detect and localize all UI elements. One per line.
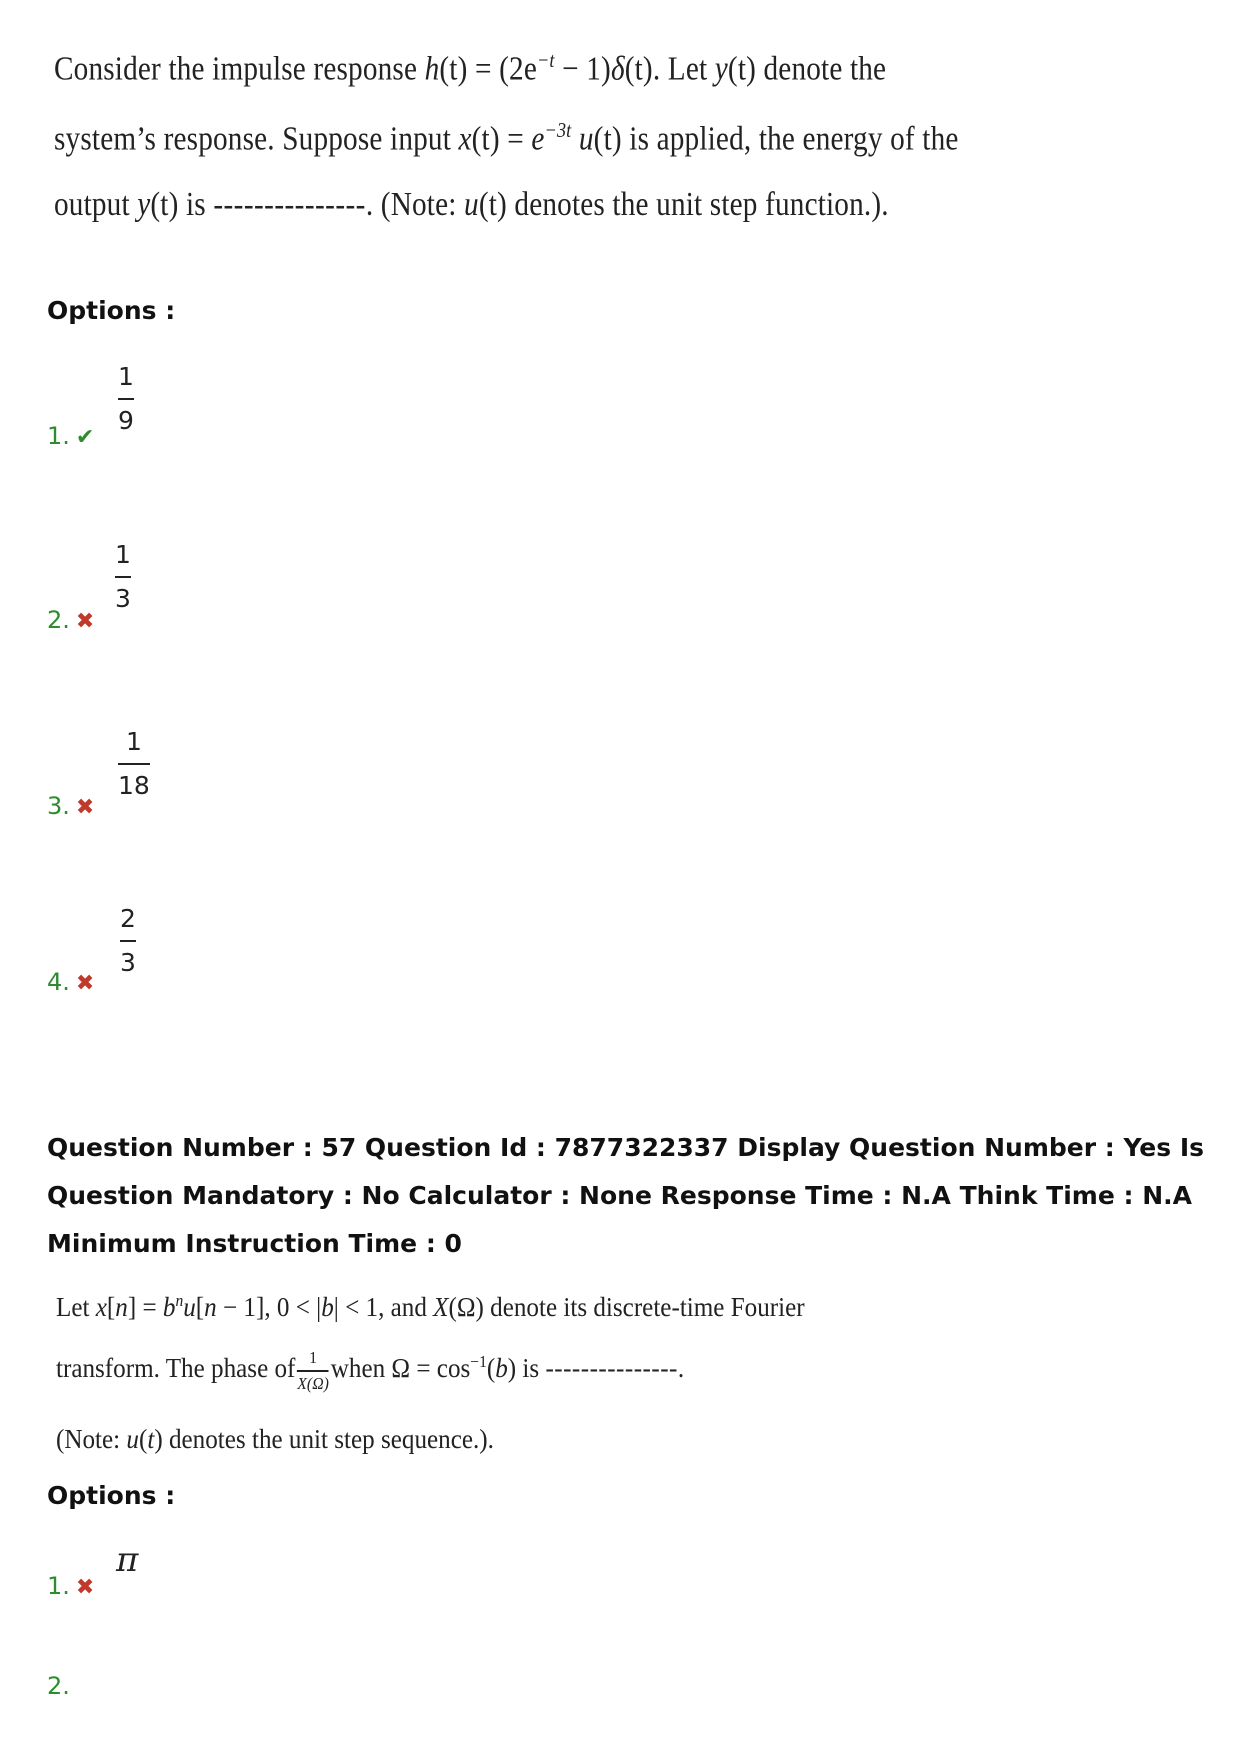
q56-line-2 (54, 118, 959, 158)
q57-line-1 (56, 1291, 805, 1323)
q56-text: e (531, 120, 545, 158)
fraction-bar (297, 1370, 329, 1372)
q57-text: . (677, 1352, 685, 1383)
fraction-bar (118, 398, 134, 400)
fraction-numerator: 1 (309, 1348, 318, 1367)
q56-text: . (Note: (365, 186, 465, 223)
q57-text: u (126, 1424, 139, 1454)
q57-superscript: −1 (470, 1351, 487, 1371)
q56-text: Consider the impulse response (54, 50, 425, 88)
option-number: 4. (47, 968, 70, 996)
q56-option-1-value (118, 362, 134, 435)
q56-text: u (464, 186, 479, 223)
q56-text: (t) denotes the unit step function.). (478, 186, 889, 223)
q56-text: u (571, 120, 594, 158)
fraction-denominator: 18 (118, 771, 150, 800)
q56-option-4-number (47, 968, 94, 996)
q56-option-3-value (118, 727, 150, 800)
q56-text: system’s response. Suppose input (54, 120, 459, 158)
option-number: 1. (47, 1572, 70, 1600)
q57-text: [ (106, 1292, 116, 1322)
q56-superscript: −t (536, 48, 555, 72)
q57-line-3 (56, 1424, 494, 1455)
cross-icon: ✖ (75, 609, 95, 634)
q56-option-3-number (47, 792, 94, 820)
fraction-numerator: 1 (118, 362, 134, 391)
q57-option-1-number (47, 1572, 94, 1600)
fraction-denominator: 3 (120, 948, 136, 977)
options-heading: Options : (47, 296, 176, 325)
q56-option-2-number (47, 606, 94, 634)
cross-icon: ✖ (75, 795, 95, 820)
q57-text: x (95, 1292, 107, 1322)
q56-text: output (54, 186, 138, 223)
q57-text: ( (138, 1424, 148, 1454)
q56-text: h (424, 50, 440, 88)
q57-option-2-number (47, 1672, 70, 1700)
fraction-bar (115, 576, 131, 578)
q57-option-1-value: π (116, 1540, 139, 1580)
option-number: 1. (47, 422, 70, 450)
q57-text: ) denotes the unit step sequence.). (154, 1424, 494, 1454)
fraction-numerator: 2 (120, 904, 136, 933)
fraction-numerator: 1 (115, 540, 131, 569)
q57-text: ) is (507, 1352, 546, 1383)
q57-text: | < 1, and (333, 1292, 434, 1322)
answer-blank: --------------- (213, 186, 366, 223)
q56-text: (t) denote the (727, 50, 887, 88)
option-number: 2. (47, 606, 70, 634)
q57-text: b (162, 1292, 176, 1322)
fraction-bar (120, 940, 136, 942)
q57-text: b (321, 1292, 334, 1322)
q57-text: − 1], 0 < | (216, 1292, 322, 1322)
q57-text: ] = (127, 1292, 163, 1322)
q56-text: (t) = (2e (439, 50, 537, 88)
answer-blank: --------------- (545, 1352, 678, 1383)
q57-text: n (115, 1292, 128, 1322)
q56-text: y (714, 50, 728, 88)
q56-line-3 (54, 186, 889, 224)
options-heading: Options : (47, 1481, 176, 1510)
q56-option-4-value (120, 904, 136, 977)
q57-superscript: n (175, 1291, 184, 1310)
option-number: 2. (47, 1672, 70, 1700)
q57-text: [ (195, 1292, 205, 1322)
q57-text: X (433, 1292, 449, 1322)
fraction-denominator: X(Ω) (297, 1373, 329, 1393)
option-number: 3. (47, 792, 70, 820)
q56-option-1-number (47, 422, 94, 450)
q56-text: (t) = (471, 120, 532, 158)
q57-inline-fraction (297, 1348, 329, 1394)
cross-icon: ✖ (75, 1575, 95, 1600)
q57-text: n (204, 1292, 217, 1322)
q56-text: (t). Let (624, 50, 715, 88)
q57-text: t (147, 1424, 155, 1454)
q56-option-2-value (115, 540, 131, 613)
q56-text: x (458, 120, 472, 158)
q56-line-1 (54, 48, 886, 88)
q57-text: u (183, 1292, 196, 1322)
q57-line-2 (56, 1348, 684, 1394)
cross-icon: ✖ (75, 971, 95, 996)
q56-text: y (137, 186, 151, 223)
check-icon: ✔ (75, 425, 95, 450)
fraction-denominator: 9 (118, 406, 134, 435)
q56-text: (t) is applied, the energy of the (593, 120, 959, 158)
q57-text: (Note: (56, 1424, 127, 1454)
q56-text: δ (610, 50, 625, 88)
q56-text: (t) is (150, 186, 214, 223)
fraction-numerator: 1 (125, 727, 142, 756)
q57-text: b (495, 1352, 508, 1383)
q57-text: transform. The phase of (56, 1352, 296, 1383)
q57-text: Let (56, 1292, 96, 1322)
q57-text: ( (486, 1352, 496, 1383)
q56-superscript: −3t (544, 118, 572, 142)
fraction-denominator: 3 (115, 584, 131, 613)
fraction-bar (118, 763, 150, 765)
q57-meta: Question Number : 57 Question Id : 7877322337 Display Question Number : Yes Is Question Mandatory : No Calculator : None Response Time : N.A Think Time : N.A Minimum Instruction Time : 0 (47, 1133, 1205, 1258)
q57-text: (Ω) denote its discrete-time Fourier (448, 1292, 805, 1322)
q57-text: when Ω = cos (330, 1352, 471, 1383)
q56-text: − 1) (554, 50, 611, 88)
